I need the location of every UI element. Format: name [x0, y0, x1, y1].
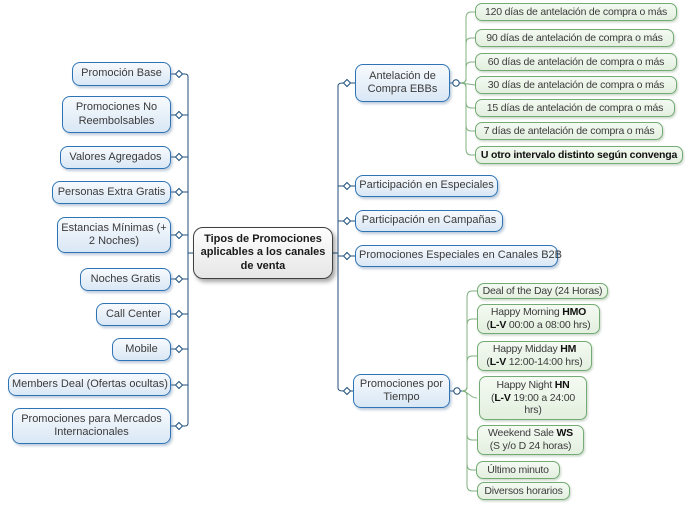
- node-label: Valores Agregados: [69, 150, 162, 163]
- node-antelacion-15-dias[interactable]: [475, 99, 675, 117]
- node-ultimo-minuto[interactable]: [476, 461, 560, 479]
- node-label: 60 días de antelación de compra o más: [487, 55, 665, 68]
- node-happy-midday[interactable]: [477, 341, 592, 371]
- label-text: (: [491, 391, 495, 404]
- node-label-line2: [480, 440, 581, 453]
- node-label: U otro intervalo distinto según convenga: [480, 148, 678, 161]
- node-members-deal[interactable]: [8, 373, 171, 396]
- node-antelacion-otro-intervalo[interactable]: [475, 146, 683, 164]
- label-text: 19:00 a 24:00 hrs): [510, 391, 575, 417]
- node-label: Personas Extra Gratis: [57, 185, 166, 198]
- label-text: 00:00 a 08:00 hrs): [506, 319, 591, 331]
- connector-line: [462, 391, 477, 440]
- node-label: Promociones para Mercados Internacionales: [21, 412, 162, 438]
- node-label: Diversos horarios: [484, 484, 563, 497]
- node-label-line2: [480, 356, 589, 369]
- label-bold: L-V: [489, 319, 507, 331]
- node-label: Noches Gratis: [90, 272, 161, 285]
- connector-line: [461, 62, 475, 83]
- branch-marker-diamond[interactable]: [344, 388, 351, 395]
- node-promociones-mercados-internacionales[interactable]: [12, 408, 171, 444]
- label-bold: HMO: [562, 306, 587, 319]
- node-noches-gratis[interactable]: [80, 268, 171, 291]
- label-bold: HM: [560, 343, 577, 356]
- branch-marker-diamond[interactable]: [176, 311, 183, 318]
- right-trunk-line: [338, 83, 343, 391]
- connector-line: [461, 38, 475, 83]
- node-deal-of-the-day[interactable]: [477, 283, 608, 299]
- node-label-line2: [482, 392, 584, 418]
- node-label: 15 días de antelación de compra o más: [486, 101, 664, 114]
- left-trunk-line: [185, 74, 188, 426]
- branch-marker-diamond[interactable]: [344, 183, 351, 190]
- node-antelacion-120-dias[interactable]: [475, 3, 677, 21]
- node-label: Último minuto: [487, 463, 549, 476]
- node-happy-morning[interactable]: [477, 304, 600, 334]
- node-antelacion-30-dias[interactable]: [475, 76, 677, 94]
- node-antelacion-compra-ebbs[interactable]: [355, 64, 450, 102]
- node-label-line1: [480, 343, 589, 356]
- connector-line: [462, 391, 477, 398]
- label-text: Happy Night: [496, 378, 555, 391]
- node-label: Estancias Mínimas (+ 2 Noches): [61, 221, 167, 247]
- label-text: Happy Morning: [490, 306, 563, 319]
- branch-marker-diamond[interactable]: [176, 189, 183, 196]
- branch-marker-diamond[interactable]: [176, 112, 183, 119]
- node-antelacion-90-dias[interactable]: [475, 29, 674, 47]
- node-weekend-sale[interactable]: [477, 425, 584, 455]
- node-center-topic[interactable]: [193, 227, 333, 279]
- branch-marker-diamond[interactable]: [176, 276, 183, 283]
- connector-line: [461, 83, 475, 108]
- node-label: Participación en Especiales: [359, 179, 494, 192]
- label-text: 12:00-14:00 hrs): [506, 356, 583, 368]
- node-promocion-base[interactable]: [72, 62, 171, 86]
- branch-marker-diamond[interactable]: [344, 253, 351, 260]
- connector-line: [461, 83, 475, 155]
- connector-line: [461, 12, 475, 83]
- node-label: Tipos de Promociones aplicables a los canales de venta: [200, 232, 326, 272]
- label-bold: L-V: [489, 356, 507, 368]
- node-label: Antelación de Compra EBBs: [367, 69, 438, 95]
- node-label: Members Deal (Ofertas ocultas): [12, 377, 168, 390]
- collapse-marker-circle[interactable]: [454, 388, 460, 394]
- node-antelacion-7-dias[interactable]: [475, 122, 663, 140]
- label-text: Happy Midday: [492, 343, 561, 356]
- node-personas-extra-gratis[interactable]: [52, 181, 171, 204]
- node-participacion-especiales[interactable]: [355, 175, 498, 197]
- node-label: Deal of the Day (24 Horas): [482, 284, 603, 297]
- node-label-line1: [482, 379, 584, 392]
- node-participacion-campanas[interactable]: [355, 210, 503, 232]
- label-text: Weekend Sale: [488, 427, 557, 440]
- node-label: 7 días de antelación de compra o más: [483, 124, 655, 137]
- label-bold: WS: [556, 427, 573, 440]
- node-label: Mobile: [125, 342, 158, 355]
- node-label: 90 días de antelación de compra o más: [486, 31, 663, 44]
- branch-marker-diamond[interactable]: [176, 382, 183, 389]
- label-text: (S y/o D 24 horas): [489, 440, 572, 452]
- node-valores-agregados[interactable]: [60, 146, 171, 169]
- node-label: Promoción Base: [81, 67, 162, 80]
- label-bold: L-V: [494, 391, 511, 404]
- branch-marker-diamond[interactable]: [344, 218, 351, 225]
- branch-marker-diamond[interactable]: [176, 232, 183, 239]
- node-label-line1: [480, 306, 597, 319]
- connector-line: [462, 356, 477, 391]
- node-antelacion-60-dias[interactable]: [475, 53, 677, 71]
- node-label-line2: [480, 319, 597, 332]
- node-promociones-canales-b2b[interactable]: [355, 245, 563, 267]
- node-call-center[interactable]: [96, 303, 171, 326]
- node-label: Promociones Especiales en Canales B2B: [359, 249, 563, 262]
- collapse-marker-circle[interactable]: [453, 80, 459, 86]
- node-label: Promociones por Tiempo: [359, 377, 444, 403]
- connector-line: [462, 319, 477, 391]
- node-mobile[interactable]: [112, 338, 171, 361]
- branch-marker-diamond[interactable]: [344, 80, 351, 87]
- node-label: 30 días de antelación de compra o más: [487, 78, 665, 91]
- node-promociones-por-tiempo[interactable]: [353, 374, 450, 408]
- branch-marker-diamond[interactable]: [176, 154, 183, 161]
- connector-line: [462, 391, 477, 470]
- node-label: Participación en Campañas: [361, 214, 497, 227]
- connector-line: [462, 291, 477, 391]
- connector-line: [462, 391, 477, 491]
- node-label: 120 días de antelación de compra o más: [484, 5, 668, 18]
- node-diversos-horarios[interactable]: [477, 482, 570, 500]
- label-text: (: [486, 319, 490, 331]
- node-label: Call Center: [105, 307, 162, 320]
- label-bold: HN: [554, 378, 570, 391]
- node-estancias-minimas[interactable]: [57, 217, 171, 253]
- node-label-line1: [480, 427, 581, 440]
- node-promociones-no-reembolsables[interactable]: [62, 96, 171, 133]
- node-happy-night[interactable]: [479, 376, 587, 420]
- branch-marker-diamond[interactable]: [176, 423, 183, 430]
- node-label: Promociones No Reembolsables: [75, 101, 158, 127]
- branch-marker-diamond[interactable]: [176, 71, 183, 78]
- label-text: (: [486, 356, 490, 368]
- branch-marker-diamond[interactable]: [176, 346, 183, 353]
